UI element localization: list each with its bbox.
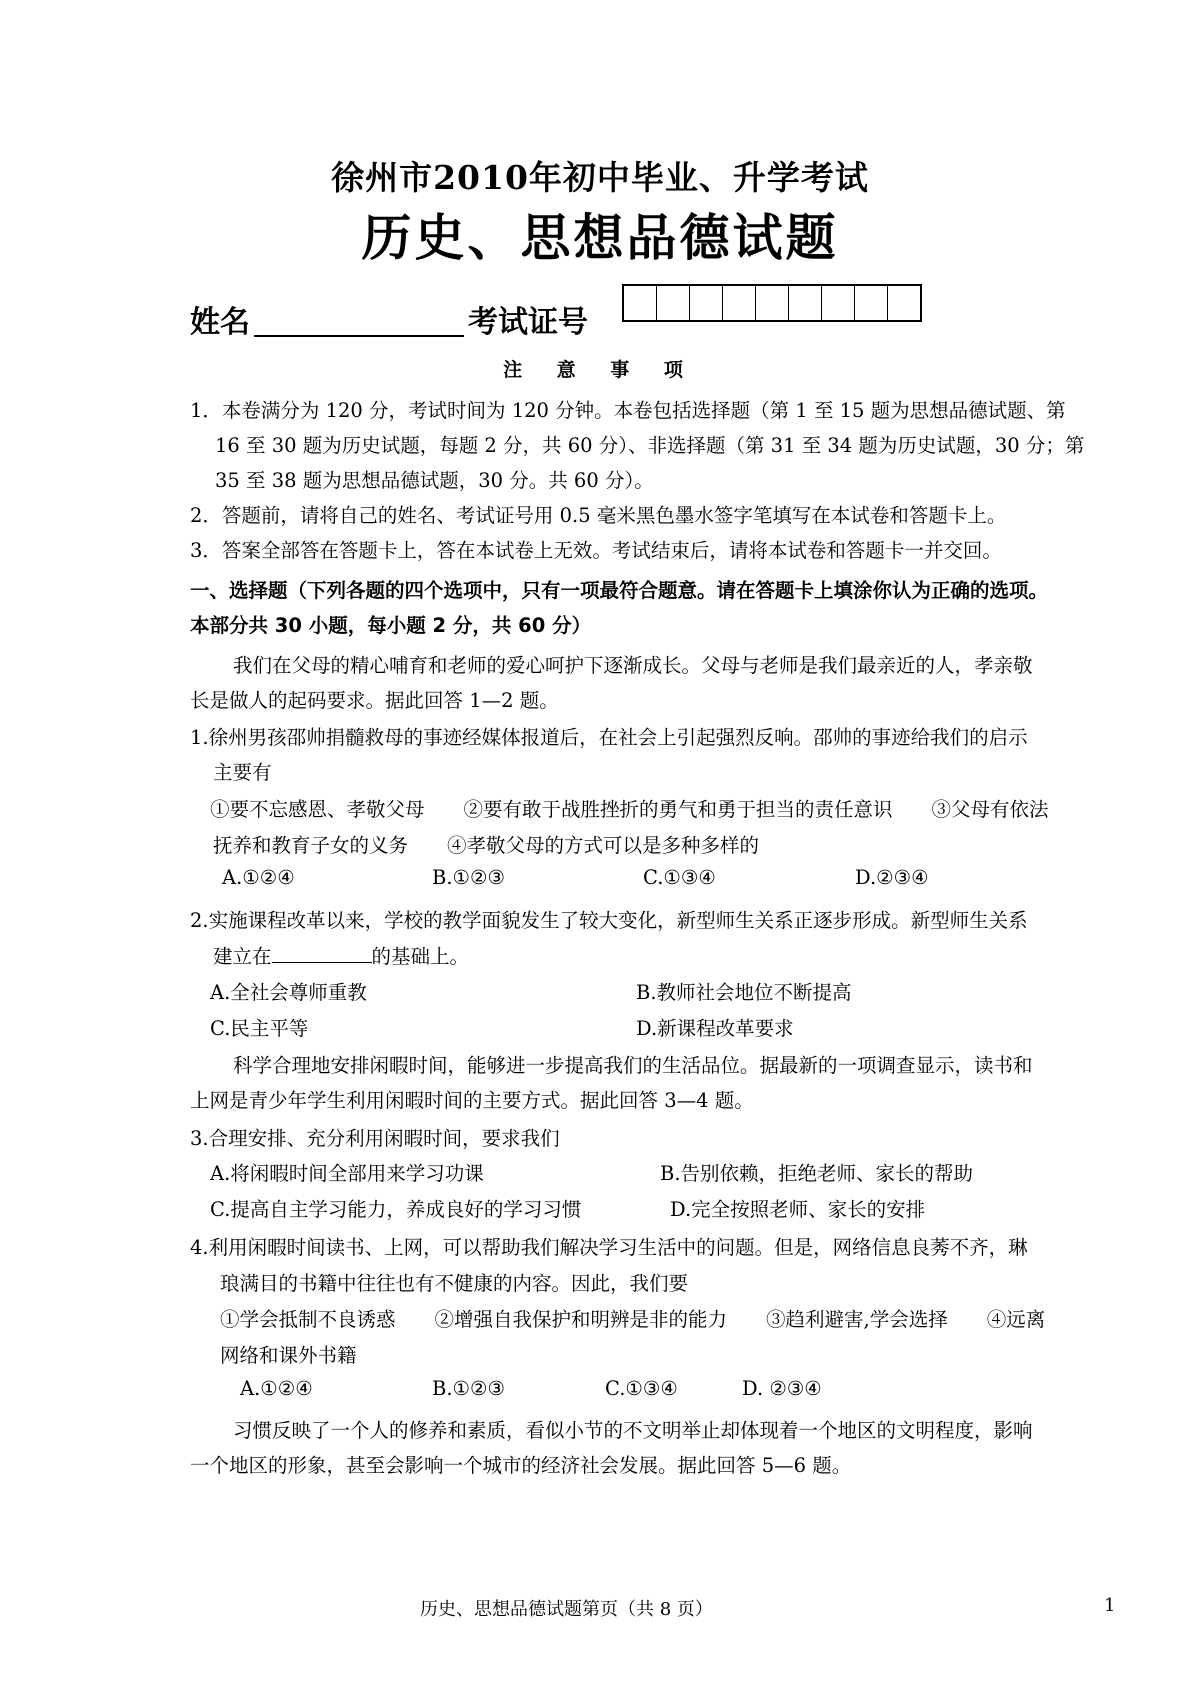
question-1-option-d: D.②③④ [855, 866, 929, 889]
question-2-option-a: A.全社会尊师重教 [210, 981, 367, 1004]
fill-in-blank [272, 944, 372, 963]
question-2-option-c: C.民主平等 [210, 1017, 309, 1040]
exam-title-line1: 徐州市2010年初中毕业、升学考试 [331, 158, 869, 197]
question-4-option-c: C.①③④ [605, 1377, 678, 1400]
question-2-option-d: D.新课程改革要求 [636, 1017, 794, 1040]
passage-line: 上网是青少年学生利用闲暇时间的主要方式。据此回答 3—4 题。 [190, 1089, 754, 1112]
page-footer-text: 历史、思想品德试题第页（共 8 页） [420, 1599, 713, 1620]
section-heading: 本部分共 30 小题，每小题 2 分，共 60 分） [190, 614, 592, 637]
id-digit-box [657, 286, 690, 320]
section-heading: 一、选择题（下列各题的四个选项中，只有一项最符合题意。请在答题卡上填涂你认为正确的选项。 [190, 579, 1049, 602]
question-1-item: ①要不忘感恩、孝敬父母 ②要有敢于战胜挫折的勇气和勇于担当的责任意识 ③父母有依法 [210, 798, 1049, 821]
name-blank-line [254, 305, 464, 337]
question-4-option-b: B.①②③ [432, 1377, 505, 1400]
passage-line: 科学合理地安排闲暇时间，能够进一步提高我们的生活品位。据最新的一项调查显示，读书和 [233, 1054, 1033, 1077]
question-4-option-a: A.①②④ [240, 1377, 313, 1400]
question-2-stem: 2.实施课程改革以来，学校的教学面貌发生了较大变化，新型师生关系正逐步形成。新型师生关系 [190, 909, 1028, 932]
id-digit-box [855, 286, 888, 320]
question-2-stem-post: 的基础上。 [371, 945, 470, 968]
notice-heading: 注 意 事 项 [503, 359, 697, 381]
id-digit-box [888, 286, 920, 320]
exam-title-line2: 历史、思想品德试题 [361, 209, 839, 267]
name-label: 姓名 [190, 305, 250, 340]
passage-line: 长是做人的起码要求。据此回答 1—2 题。 [190, 689, 559, 712]
notice-line: 3．答案全部答在答题卡上，答在本试卷上无效。考试结束后，请将本试卷和答题卡一并交回。 [190, 539, 1002, 562]
passage-line: 一个地区的形象，甚至会影响一个城市的经济社会发展。据此回答 5—6 题。 [190, 1454, 852, 1477]
notice-line: 1．本卷满分为 120 分，考试时间为 120 分钟。本卷包括选择题（第 1 至 15 题为思想品德试题、第 [190, 399, 1066, 422]
exam-id-boxes [622, 284, 922, 322]
exam-id-label: 考试证号 [468, 305, 588, 340]
question-1-option-a: A.①②④ [222, 866, 295, 889]
question-1-option-c: C.①③④ [643, 866, 716, 889]
notice-line: 2．答题前，请将自己的姓名、考试证号用 0.5 毫米黑色墨水签字笔填写在本试卷和答题卡上。 [190, 504, 1007, 527]
question-3-stem: 3.合理安排、充分利用闲暇时间，要求我们 [190, 1127, 560, 1150]
id-digit-box [789, 286, 822, 320]
question-4-item: 网络和课外书籍 [220, 1344, 357, 1367]
question-4-option-d: D. ②③④ [742, 1377, 822, 1400]
question-4-stem: 4.利用闲暇时间读书、上网，可以帮助我们解决学习生活中的问题。但是，网络信息良莠不齐，琳 [190, 1236, 1028, 1259]
page-number: 1 [1104, 1595, 1116, 1616]
candidate-info-row [190, 297, 588, 341]
question-2-option-b: B.教师社会地位不断提高 [636, 981, 852, 1004]
question-1-stem: 1.徐州男孩邵帅捐髓救母的事迹经媒体报道后，在社会上引起强烈反响。邵帅的事迹给我们的启示 [190, 726, 1028, 749]
notice-line: 16 至 30 题为历史试题，每题 2 分，共 60 分）、非选择题（第 31 至 34 题为历史试题，30 分；第 [215, 434, 1085, 457]
question-2-stem-pre: 建立在 [213, 945, 272, 968]
question-4-item: ①学会抵制不良诱惑 ②增强自我保护和明辨是非的能力 ③趋利避害,学会选择 ④远离 [220, 1308, 1046, 1331]
question-4-stem: 琅满目的书籍中往往也有不健康的内容。因此，我们要 [220, 1272, 689, 1295]
passage-line: 习惯反映了一个人的修养和素质，看似小节的不文明举止却体现着一个地区的文明程度，影响 [233, 1419, 1033, 1442]
id-digit-box [690, 286, 723, 320]
question-3-option-a: A.将闲暇时间全部用来学习功课 [210, 1162, 484, 1185]
id-digit-box [723, 286, 756, 320]
notice-line: 35 至 38 题为思想品德试题，30 分。共 60 分）。 [215, 469, 654, 492]
id-digit-box [756, 286, 789, 320]
question-3-option-d: D.完全按照老师、家长的安排 [670, 1198, 926, 1221]
question-1-option-b: B.①②③ [432, 866, 505, 889]
id-digit-box [822, 286, 855, 320]
question-1-item: 抚养和教育子女的义务 ④孝敬父母的方式可以是多种多样的 [213, 834, 760, 857]
question-3-option-c: C.提高自主学习能力，养成良好的学习习惯 [210, 1198, 582, 1221]
question-3-option-b: B.告别依赖，拒绝老师、家长的帮助 [660, 1162, 974, 1185]
question-1-stem: 主要有 [213, 761, 272, 784]
id-digit-box [624, 286, 657, 320]
question-2-stem [213, 941, 469, 969]
passage-line: 我们在父母的精心哺育和老师的爱心呵护下逐渐成长。父母与老师是我们最亲近的人，孝亲敬 [233, 654, 1033, 677]
